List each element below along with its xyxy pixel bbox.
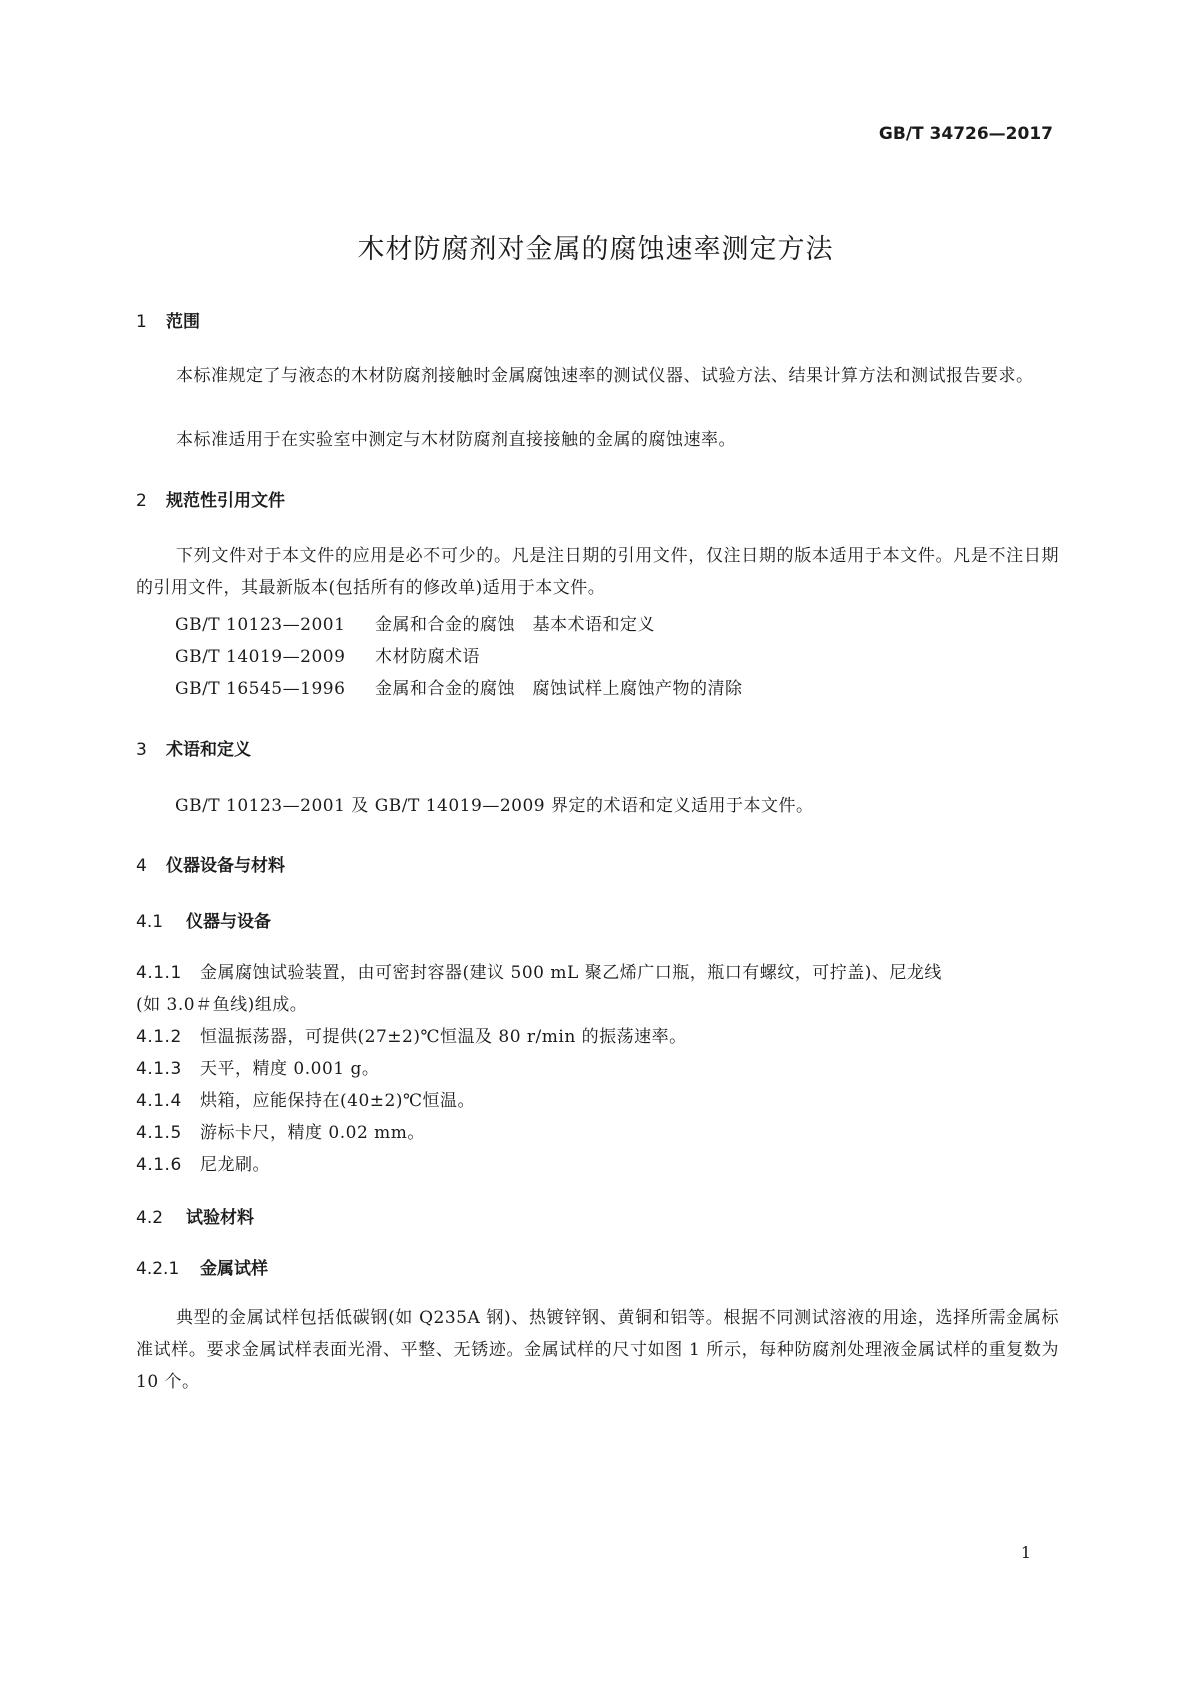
section-2-heading <box>136 486 285 511</box>
terms-paragraph: GB/T 10123—2001 及 GB/T 14019—2009 界定的术语和定义适用于本文件。 <box>175 796 814 816</box>
item-number: 4.1.1 <box>136 963 182 983</box>
item-text: 尼龙刷。 <box>200 1155 270 1175</box>
equipment-item <box>136 958 942 983</box>
scope-paragraph-1: 本标准规定了与液态的木材防腐剂接触时金属腐蚀速率的测试仪器、试验方法、结果计算方法和测试报告要求。 <box>176 366 1034 386</box>
section-title: 金属试样 <box>200 1259 268 1279</box>
reference-title: 金属和合金的腐蚀 基本术语和定义 <box>375 615 655 635</box>
item-number: 4.1.4 <box>136 1091 182 1111</box>
item-number: 4.1.5 <box>136 1123 182 1143</box>
reference-item <box>175 674 743 699</box>
section-title: 试验材料 <box>186 1208 254 1228</box>
section-number: 2 <box>136 491 147 511</box>
section-4-1-heading <box>136 907 271 932</box>
item-text: 天平，精度 0.001 g。 <box>200 1059 380 1079</box>
section-title: 术语和定义 <box>166 740 251 760</box>
section-number: 1 <box>136 312 147 332</box>
section-title: 规范性引用文件 <box>166 491 285 511</box>
standard-number: GB/T 34726—2017 <box>878 124 1053 144</box>
reference-code: GB/T 16545—1996 <box>175 679 346 699</box>
item-number: 4.1.6 <box>136 1155 182 1175</box>
scope-paragraph-2: 本标准适用于在实验室中测定与木材防腐剂直接接触的金属的腐蚀速率。 <box>176 430 736 450</box>
section-4-2-heading <box>136 1203 254 1228</box>
equipment-item <box>136 1150 270 1175</box>
item-text: 烘箱，应能保持在(40±2)℃恒温。 <box>200 1091 475 1111</box>
section-number: 4.1 <box>136 912 164 932</box>
item-number: 4.1.2 <box>136 1027 182 1047</box>
reference-item <box>175 642 480 667</box>
normative-intro-paragraph: 下列文件对于本文件的应用是必不可少的。凡是注日期的引用文件，仅注日期的版本适用于本文件。凡是不注日期的引用文件，其最新版本(包括所有的修改单)适用于本文件。 <box>136 546 1059 598</box>
section-1-heading <box>136 307 200 332</box>
equipment-item <box>136 1022 687 1047</box>
section-title: 仪器与设备 <box>186 912 271 932</box>
equipment-item-continuation: (如 3.0＃鱼线)组成。 <box>136 995 308 1015</box>
section-number: 4 <box>136 856 147 876</box>
item-text: 游标卡尺，精度 0.02 mm。 <box>200 1123 425 1143</box>
page-number: 1 <box>1020 1543 1031 1562</box>
item-text: 恒温振荡器，可提供(27±2)℃恒温及 80 r/min 的振荡速率。 <box>200 1027 687 1047</box>
section-title: 范围 <box>166 312 200 332</box>
section-number: 4.2.1 <box>136 1259 180 1279</box>
item-text: 金属腐蚀试验装置，由可密封容器(建议 500 mL 聚乙烯广口瓶，瓶口有螺纹，可拧盖)、尼龙线 <box>200 963 942 983</box>
metal-specimen-paragraph: 典型的金属试样包括低碳钢(如 Q235A 钢)、热镀锌钢、黄铜和铝等。根据不同测试溶液的用途，选择所需金属标准试样。要求金属试样表面光滑、平整、无锈迹。金属试样的尺寸如图 1 所示，每种防腐剂处理液金属试样的重复数为 10 个。 <box>136 1308 1059 1392</box>
reference-title: 金属和合金的腐蚀 腐蚀试样上腐蚀产物的清除 <box>375 679 743 699</box>
section-number: 3 <box>136 740 147 760</box>
section-4-heading <box>136 851 285 876</box>
equipment-item <box>136 1054 379 1079</box>
section-number: 4.2 <box>136 1208 164 1228</box>
reference-code: GB/T 14019—2009 <box>175 647 346 667</box>
equipment-item <box>136 1118 425 1143</box>
section-4-2-1-heading <box>136 1254 268 1279</box>
equipment-item <box>136 1086 475 1111</box>
document-title: 木材防腐剂对金属的腐蚀速率测定方法 <box>357 234 834 265</box>
section-title: 仪器设备与材料 <box>166 856 285 876</box>
section-3-heading <box>136 735 251 760</box>
reference-item <box>175 610 655 635</box>
item-number: 4.1.3 <box>136 1059 182 1079</box>
reference-code: GB/T 10123—2001 <box>175 615 346 635</box>
reference-title: 木材防腐术语 <box>375 647 480 667</box>
